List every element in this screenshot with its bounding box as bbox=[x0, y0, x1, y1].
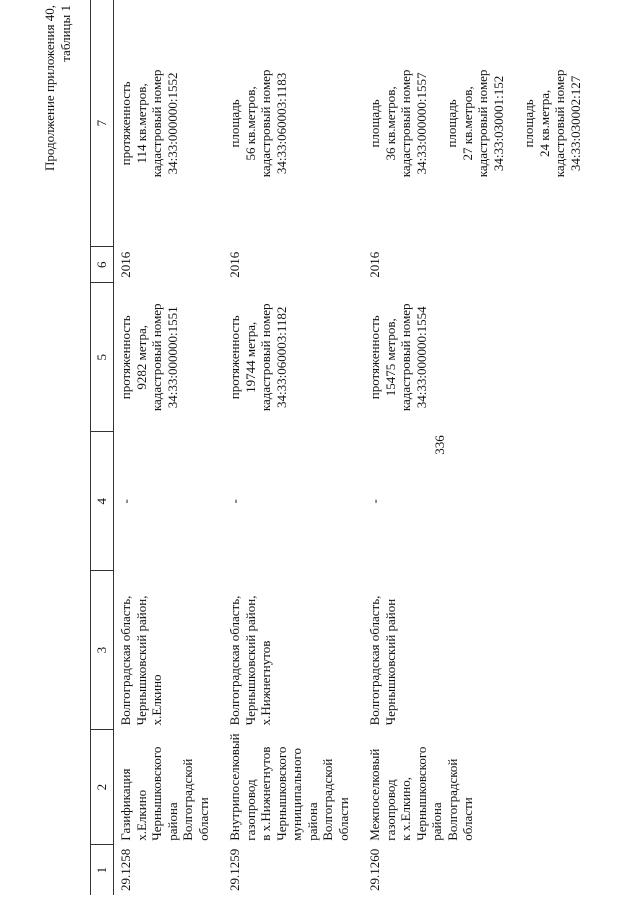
cell-line: 114 кв.метров, bbox=[133, 83, 149, 164]
cell-line: 27 кв.метров, bbox=[459, 86, 475, 161]
row-id-cell bbox=[363, 845, 595, 895]
cell-line: площадь bbox=[521, 99, 536, 148]
cell-line: Волгоградской bbox=[320, 758, 335, 841]
cell-line: Чернышковского bbox=[273, 746, 289, 841]
cell-line: района bbox=[304, 802, 320, 841]
cell-line: Чернышковский район, bbox=[242, 595, 258, 726]
row-id-cell bbox=[114, 845, 224, 895]
row-id: 29.1259 bbox=[227, 848, 242, 891]
cell-line: Волгоградская область, bbox=[367, 595, 382, 726]
location-cell bbox=[223, 571, 363, 730]
column-header: 4 bbox=[91, 432, 114, 571]
cell-line: 19744 метра, bbox=[242, 321, 258, 393]
cell-line: Чернышковского bbox=[149, 746, 164, 841]
header-row bbox=[91, 0, 114, 895]
cell-line: к х.Елкино, bbox=[398, 777, 413, 841]
cell-line: Волгоградская область, bbox=[118, 595, 133, 726]
cell-line: Внутрипоселковый bbox=[227, 733, 242, 841]
column-4-cell bbox=[114, 432, 224, 571]
column-header: 2 bbox=[91, 729, 114, 844]
row-id: 29.1258 bbox=[118, 848, 133, 891]
cell-line: 34:33:000000:1554 bbox=[413, 306, 429, 409]
year-cell bbox=[114, 247, 224, 283]
cell-line: 34:33:000000:1551 bbox=[164, 306, 180, 409]
cell-line: Чернышковский район, bbox=[133, 595, 149, 726]
cell-line: района bbox=[429, 802, 444, 841]
cell-line: кадастровый номер bbox=[149, 303, 164, 412]
cell-line: площадь bbox=[227, 99, 242, 148]
main-characteristics-cell bbox=[223, 283, 363, 432]
cell-line: газопровод bbox=[382, 779, 398, 841]
related-objects-cell bbox=[363, 0, 595, 247]
cell-line: газопровод bbox=[242, 779, 258, 841]
cell-line: протяженность bbox=[118, 315, 133, 400]
year-value: 2016 bbox=[227, 251, 242, 278]
table-row bbox=[114, 0, 224, 895]
cell-line: кадастровый номер bbox=[258, 69, 273, 178]
cell-line: кадастровый номер bbox=[552, 69, 567, 178]
cell-line: протяженность bbox=[367, 315, 382, 400]
cell-line: кадастровый номер bbox=[398, 69, 413, 178]
cell-line: кадастровый номер bbox=[475, 69, 490, 178]
main-characteristics-cell bbox=[363, 283, 595, 432]
cell-line: Волгоградская область, bbox=[227, 595, 242, 726]
column-header: 5 bbox=[91, 283, 114, 432]
cell-line: области bbox=[335, 797, 351, 841]
cell-line: Чернышковский район bbox=[382, 598, 398, 726]
location-cell bbox=[114, 571, 224, 730]
cell-line: в х.Нижнегнутов bbox=[258, 746, 273, 841]
cell-line: 9282 метра, bbox=[133, 324, 149, 390]
cell-line: области bbox=[460, 797, 475, 841]
related-objects-cell bbox=[223, 0, 363, 247]
cell-line: муниципального bbox=[289, 747, 304, 841]
page-number: 336 bbox=[432, 435, 447, 455]
column-header: 6 bbox=[91, 247, 114, 283]
column-4-cell bbox=[223, 432, 363, 571]
cell-line: площадь bbox=[367, 99, 382, 148]
year-cell bbox=[363, 247, 595, 283]
cell-line: 34:33:060003:1183 bbox=[273, 72, 289, 175]
cell-line: кадастровый номер bbox=[258, 303, 273, 412]
cell-line: 34:33:000000:1552 bbox=[164, 72, 180, 175]
cell-line: кадастровый номер bbox=[149, 69, 164, 178]
year-value: 2016 bbox=[118, 251, 133, 278]
cell-line: 34:33:030001:152 bbox=[490, 75, 506, 172]
row-id: 29.1260 bbox=[367, 848, 382, 891]
column-header: 3 bbox=[91, 571, 114, 730]
related-objects-cell bbox=[114, 0, 224, 247]
group-spacer bbox=[506, 4, 521, 243]
cell-line: протяженность bbox=[227, 315, 242, 400]
cell-line: х.Елкино bbox=[149, 674, 164, 726]
cell-line: Межпоселковый bbox=[367, 748, 382, 841]
column-header: 1 bbox=[91, 845, 114, 895]
column-4-cell bbox=[363, 432, 595, 571]
cell-line: х.Нижнегнутов bbox=[258, 640, 273, 726]
cell-line: 34:33:030002:127 bbox=[567, 75, 583, 172]
object-name-cell bbox=[363, 729, 595, 844]
cell-line: Чернышковского bbox=[413, 746, 429, 841]
cell-line: области bbox=[195, 797, 211, 841]
group-spacer bbox=[429, 4, 444, 243]
dash-value: - bbox=[118, 499, 133, 504]
year-cell bbox=[223, 247, 363, 283]
object-name-cell bbox=[223, 729, 363, 844]
continuation-line: таблицы 1 bbox=[58, 5, 73, 62]
cell-line: 15475 метров, bbox=[382, 318, 398, 397]
column-header: 7 bbox=[91, 0, 114, 247]
main-characteristics-cell bbox=[114, 283, 224, 432]
cell-line: 36 кв.метров, bbox=[382, 86, 398, 161]
cell-line: 34:33:000000:1557 bbox=[413, 72, 429, 175]
cell-line: 24 кв.метра, bbox=[536, 89, 552, 158]
data-table bbox=[90, 0, 595, 895]
year-value: 2016 bbox=[367, 251, 382, 278]
table-row bbox=[363, 0, 595, 895]
dash-value: - bbox=[367, 499, 382, 504]
cell-line: 34:33:060003:1182 bbox=[273, 306, 289, 408]
cell-line: Волгоградской bbox=[444, 758, 460, 841]
cell-line: 56 кв.метров, bbox=[242, 86, 258, 161]
continuation-note bbox=[42, 5, 74, 265]
cell-line: кадастровый номер bbox=[398, 303, 413, 412]
cell-line: Волгоградской bbox=[180, 758, 195, 841]
continuation-line: Продолжение приложения 40, bbox=[42, 5, 57, 172]
cell-line: протяженность bbox=[118, 81, 133, 166]
cell-line: Газификация х.Елкино bbox=[118, 768, 149, 841]
cell-line: площадь bbox=[444, 99, 459, 148]
location-cell bbox=[363, 571, 595, 730]
cell-line: района bbox=[164, 802, 180, 841]
dash-value: - bbox=[227, 499, 242, 504]
table-row bbox=[223, 0, 363, 895]
row-id-cell bbox=[223, 845, 363, 895]
object-name-cell bbox=[114, 729, 224, 844]
